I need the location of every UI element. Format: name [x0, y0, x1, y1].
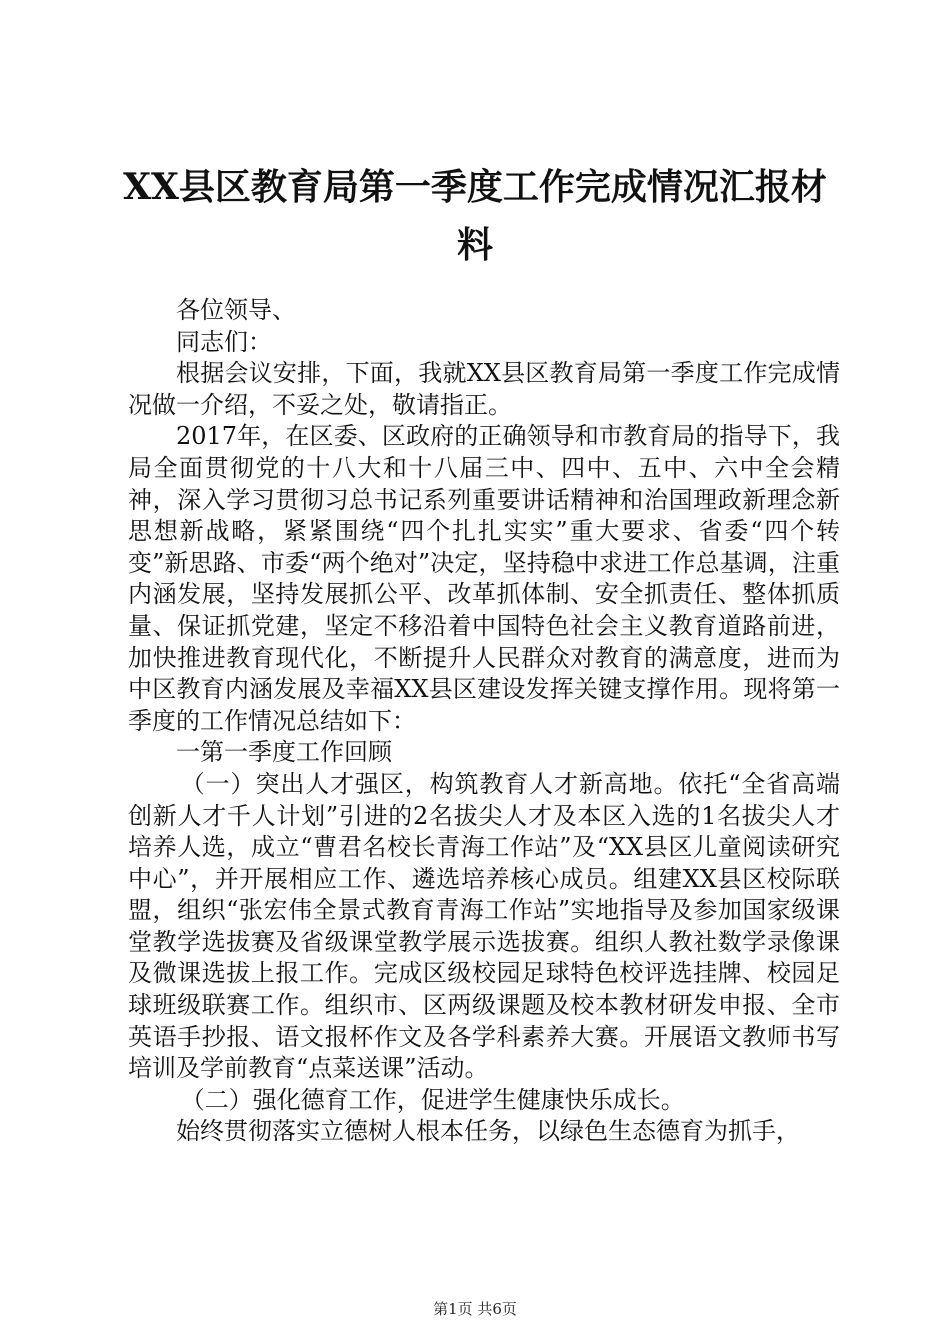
salutation-line: 各位领导、 — [176, 296, 296, 324]
section-heading: 一第一季度工作回顾 — [176, 738, 392, 767]
subsection-heading: （二）强化德育工作，促进学生健康快乐成长。 — [180, 1085, 685, 1114]
body-paragraph: 根据会议安排，下面，我就XX县区教育局第一季度工作完成情况做一介绍，不妥之处，敬请指正。 — [128, 359, 840, 419]
page-footer: 第1页 共6页 — [433, 1300, 517, 1318]
body-paragraph: 2017年，在区委、区政府的正确领导和市教育局的指导下，我局全面贯彻党的十八大和十八届三中、四中、五中、六中全会精神，深入学习贯彻习总书记系列重要讲话精神和治国理政新理念新思想新战略，紧紧围绕“四个扎扎实实”重大要求、省委“四个转变”新思路、市委“两个绝对”决定，坚持稳中求进工作总基调，注重内涵发展，坚持发展抓公平、改革抓体制、安全抓责任、整体抓质量、保证抓党建，坚定不移沿着中国特色社会主义教育道路前进，加快推进教育现代化，不断提升人民群众对教育的满意度，进而为中区教育内涵发展及幸福XX县区建设发挥关键支撑作用。现将第一季度的工作情况总结如下： — [128, 422, 840, 735]
document-title: XX县区教育局第一季度工作完成情况汇报材料 — [123, 166, 827, 266]
body-paragraph: 始终贯彻落实立德树人根本任务，以绿色生态德育为抓手， — [176, 1117, 800, 1146]
salutation-line: 同志们： — [176, 327, 272, 356]
body-paragraph: （一）突出人才强区，构筑教育人才新高地。依托“全省高端创新人才千人计划”引进的2名拔尖人才及本区入选的1名拔尖人才培养人选，成立“曹君名校长青海工作站”及“XX县区儿童阅读研究中心”，并开展相应工作、遴选培养核心成员。组建XX县区校际联盟，组织“张宏伟全景式教育青海工作站”实地指导及参加国家级课堂教学选拔赛及省级课堂教学展示选拔赛。组织人教社数学录像课及微课选拔上报工作。完成区级校园足球特色校评选挂牌、校园足球班级联赛工作。组织市、区两级课题及校本教材研发申报、全市英语手抄报、语文报杯作文及各学科素养大赛。开展语文教师书写培训及学前教育“点菜送课”活动。 — [128, 769, 840, 1083]
document-body — [128, 295, 840, 1148]
